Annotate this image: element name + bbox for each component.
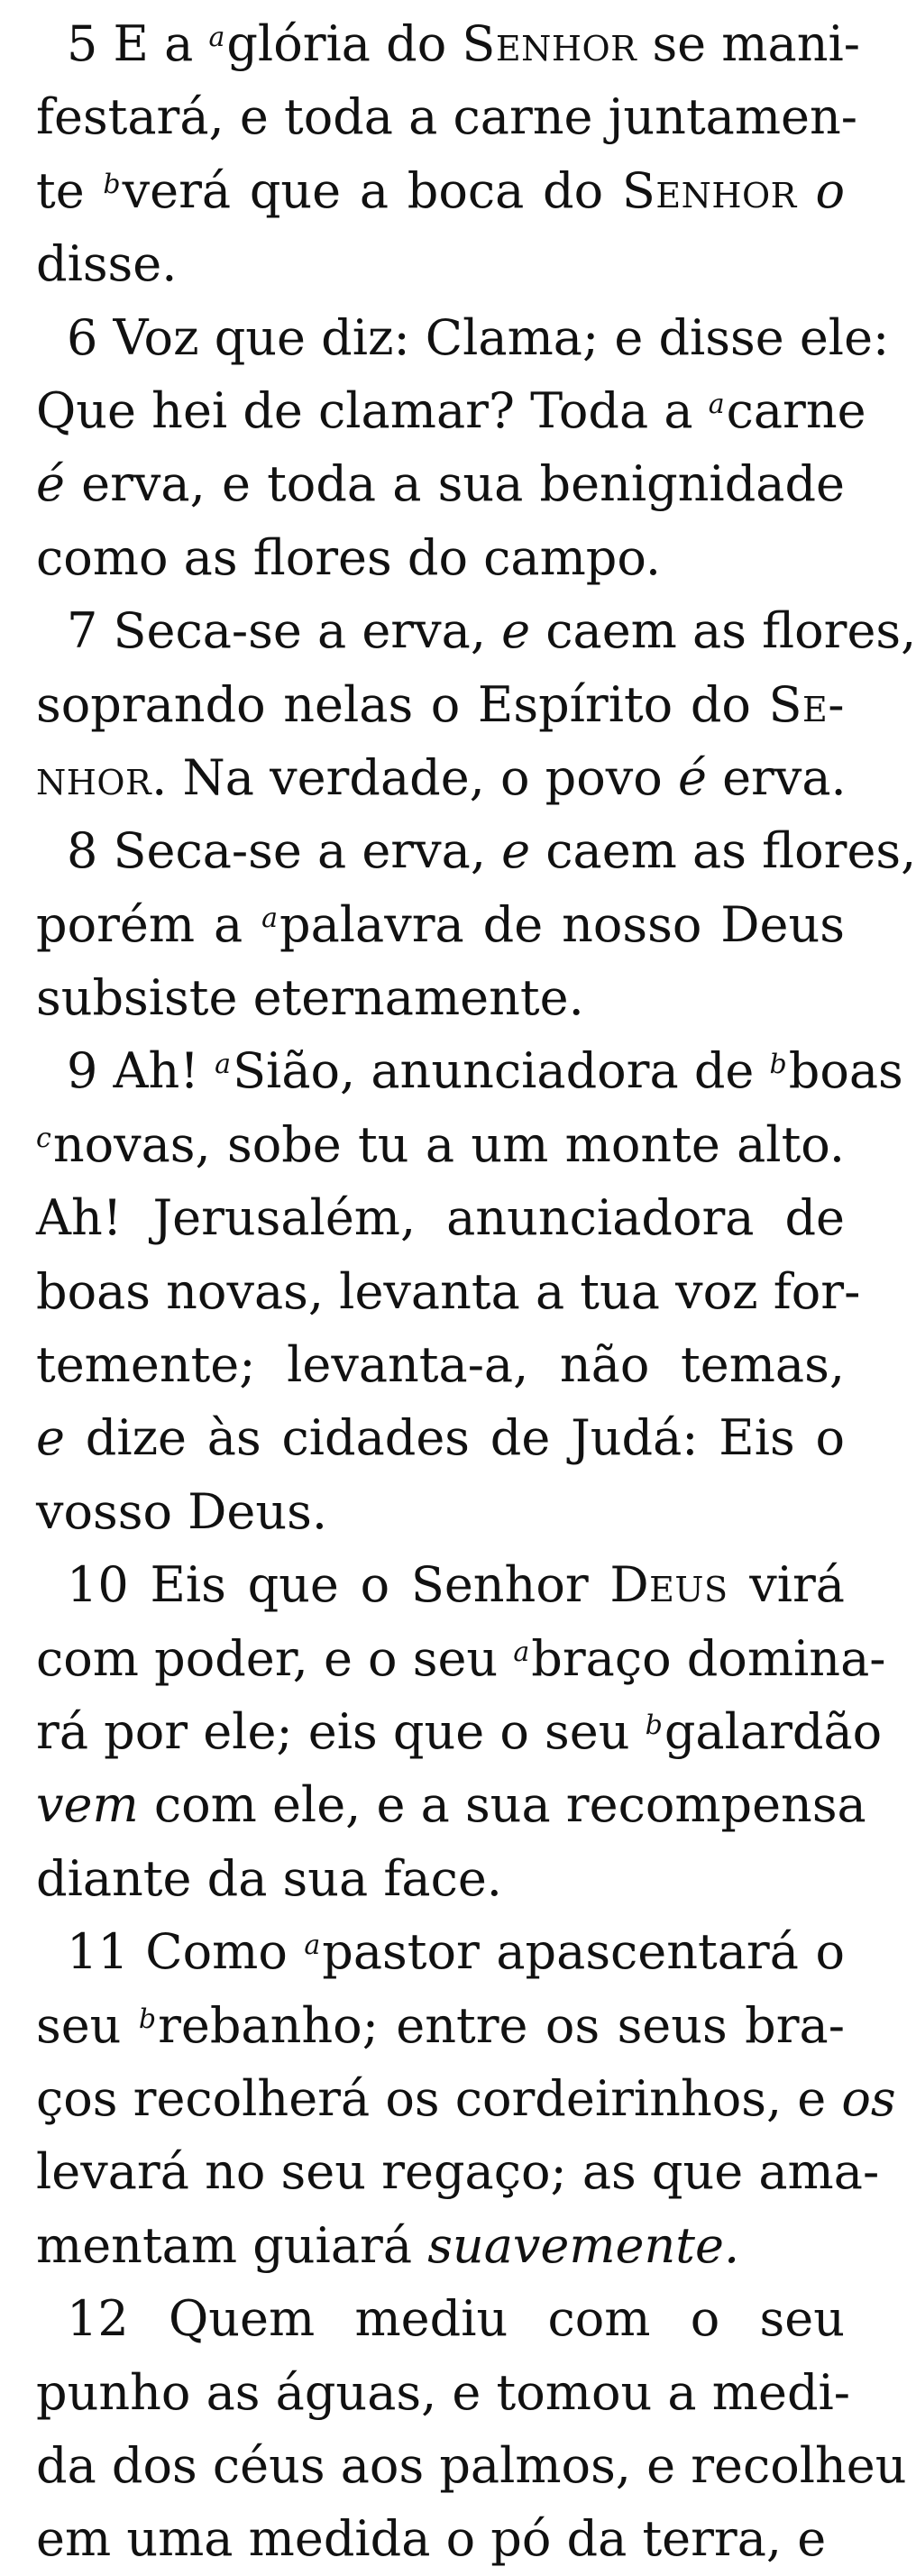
verse-line: [36, 1989, 845, 2062]
verse-text: . Na verdade, o povo: [151, 748, 678, 806]
verse-line: [36, 741, 845, 814]
supplied-word: o: [815, 161, 845, 219]
supplied-word: é: [36, 455, 65, 513]
verse-line: [36, 2502, 845, 2575]
verse-text: diante da sua face.: [36, 1849, 502, 1907]
verse-line: [36, 1181, 845, 1254]
verse-text: Ah! Jerusalém, anunciadora de: [36, 1189, 845, 1247]
verse-5: [36, 7, 860, 301]
verse-text: em uma medida o pó da terra, e: [36, 2510, 827, 2568]
verse-line: [36, 668, 845, 741]
verse-text: palavra de nosso Deus: [279, 895, 846, 953]
supplied-word: os: [841, 2069, 896, 2127]
verse-line: [36, 961, 845, 1034]
verse-text: soprando nelas o Espírito do: [36, 675, 769, 733]
verse-line: [36, 301, 890, 374]
footnote-marker: a: [215, 1049, 232, 1081]
verse-text: erva, e toda a sua benignidade: [64, 455, 845, 513]
divine-name: Senhor: [462, 15, 637, 72]
verse-6: [36, 301, 890, 595]
verse-text: caem as flores,: [530, 822, 916, 880]
verse-text: carne: [726, 381, 866, 439]
verse-line: [36, 227, 845, 300]
verse-line: [36, 1475, 845, 1548]
verse-text: 5 E a: [67, 15, 209, 72]
verse-text: Que hei de clamar? Toda a: [36, 381, 709, 439]
verse-line: [36, 1034, 903, 1107]
verse-line: [36, 2209, 845, 2282]
verse-line: [36, 814, 916, 887]
footnote-marker: a: [261, 902, 278, 934]
supplied-word: vem: [36, 1776, 139, 1834]
verse-line: [36, 2282, 845, 2355]
verse-text: verá que a boca do: [122, 161, 622, 219]
verse-text: Sião, anunciadora de: [233, 1042, 770, 1100]
verse-line: [36, 80, 858, 153]
divine-name: Se-: [768, 675, 845, 733]
verse-line: [36, 2429, 907, 2502]
verse-text: seu: [36, 1996, 139, 2054]
verse-line: [36, 2062, 896, 2135]
verse-10: [36, 1548, 886, 1915]
divine-name: nhor: [36, 748, 152, 806]
verse-line: [36, 1255, 861, 1328]
verse-line: [36, 1328, 845, 1401]
verse-text: galardão: [664, 1702, 883, 1760]
supplied-word: e: [501, 822, 531, 880]
verse-line: [36, 154, 845, 227]
verse-text: com poder, e o seu: [36, 1629, 514, 1687]
verse-line: [36, 2356, 851, 2429]
footnote-marker: a: [208, 22, 225, 53]
verse-line: [36, 1915, 845, 1988]
verse-text: 8 Seca-se a erva,: [67, 822, 502, 880]
verse-text: porém a: [36, 895, 262, 953]
verse-text: rá por ele; eis que o seu: [36, 1702, 646, 1760]
footnote-marker: a: [513, 1636, 530, 1668]
verse-text: [797, 162, 816, 219]
verse-line: [36, 594, 916, 667]
verse-text: braço domina-: [531, 1629, 886, 1687]
verse-line: [36, 1401, 845, 1474]
supplied-word: suavemente.: [427, 2216, 740, 2274]
footnote-marker: c: [36, 1122, 51, 1154]
supplied-word: e: [501, 602, 531, 660]
verse-text: te: [36, 161, 104, 219]
verse-line: [36, 1108, 845, 1181]
verse-text: punho as águas, e tomou a medi-: [36, 2363, 851, 2421]
text-column: [36, 7, 916, 2576]
verse-text: 10 Eis que o Senhor: [67, 1556, 610, 1614]
verse-11: [36, 1915, 896, 2282]
verse-text: pastor apascentará o: [322, 1923, 845, 1981]
verse-line: [36, 374, 866, 447]
verse-text: boas: [788, 1042, 903, 1100]
verse-9: [36, 1034, 903, 1548]
verse-text: mentam guiará: [36, 2216, 428, 2274]
verse-text: com ele, e a sua recompensa: [138, 1776, 866, 1834]
verse-line: [36, 1695, 883, 1768]
footnote-marker: a: [708, 388, 725, 420]
verse-text: glória do: [226, 15, 463, 72]
verse-text: como as flores do campo.: [36, 528, 662, 586]
verse-text: ços recolherá os cordeirinhos, e: [36, 2069, 842, 2127]
verse-text: boas novas, levanta a tua voz for-: [36, 1262, 861, 1320]
divine-name: Deus: [609, 1556, 728, 1614]
verse-text: 7 Seca-se a erva,: [67, 602, 502, 660]
verse-7: [36, 594, 916, 814]
verse-text: erva.: [706, 748, 847, 806]
verse-text: se mani-: [637, 15, 860, 72]
footnote-marker: b: [138, 2003, 157, 2035]
verse-text: 6 Voz que diz: Clama; e disse ele:: [67, 308, 890, 366]
verse-text: dize às cidades de Judá: Eis o: [64, 1409, 845, 1467]
verse-line: [36, 2135, 880, 2208]
verse-text: 11 Como: [67, 1923, 305, 1981]
verse-text: 9 Ah!: [67, 1042, 215, 1100]
verse-line: [36, 1622, 886, 1695]
verse-text: levará no seu regaço; as que ama-: [36, 2143, 880, 2201]
verse-line: [36, 521, 845, 594]
supplied-word: é: [677, 748, 707, 806]
verse-line: [36, 888, 845, 961]
verse-line: [36, 1548, 845, 1621]
divine-name: Senhor: [621, 161, 797, 219]
verse-text: da dos céus aos palmos, e recolheu: [36, 2436, 907, 2494]
verse-line: [36, 447, 845, 520]
footnote-marker: b: [645, 1709, 663, 1741]
footnote-marker: b: [103, 168, 121, 200]
verse-text: caem as flores,: [530, 602, 916, 660]
verse-12: [36, 2282, 907, 2576]
verse-8: [36, 814, 916, 1034]
verse-text: virá: [728, 1556, 845, 1614]
verse-line: [36, 1768, 866, 1841]
verse-text: subsiste eternamente.: [36, 969, 584, 1027]
verse-text: 12 Quem mediu com o seu: [67, 2290, 845, 2348]
verse-text: novas, sobe tu a um monte alto.: [52, 1115, 845, 1173]
verse-text: festará, e toda a carne juntamen-: [36, 88, 858, 146]
verse-text: rebanho; entre os seus bra-: [158, 1996, 845, 2054]
verse-text: temente; levanta-a, não temas,: [36, 1336, 845, 1394]
verse-line: [36, 7, 860, 80]
verse-line: [36, 1842, 845, 1915]
verse-text: vosso Deus.: [36, 1482, 328, 1540]
supplied-word: e: [36, 1409, 65, 1467]
verse-text: disse.: [36, 235, 178, 293]
footnote-marker: b: [769, 1049, 787, 1081]
footnote-marker: a: [304, 1930, 321, 1962]
